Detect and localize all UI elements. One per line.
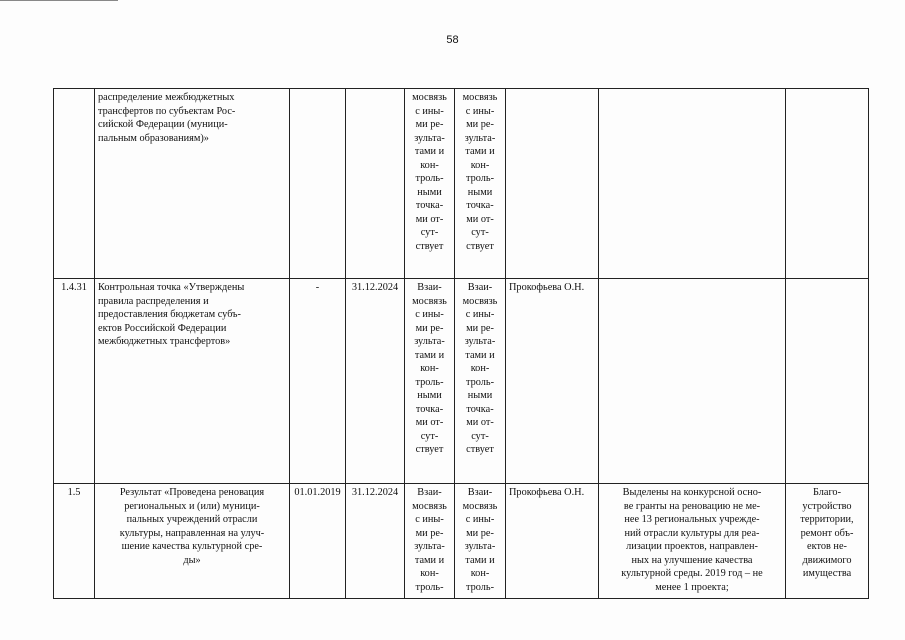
relation-next-line: троль- — [465, 376, 495, 388]
relation-next-line: ми от- — [466, 417, 494, 428]
row-name-line: сийской Федерации (муници- — [98, 119, 228, 130]
relation-next-line: Взаи- — [467, 487, 493, 498]
relation-prev-line: троль- — [415, 376, 444, 388]
result-type-line: ремонт объ- — [800, 527, 854, 539]
relation-prev-line: троль- — [415, 173, 444, 184]
relation-prev-line: Взаи- — [417, 487, 442, 498]
relation-next-line: ными — [467, 390, 493, 401]
result-type-line: имущества — [802, 568, 852, 579]
start-date — [290, 89, 346, 279]
relation-prev-line: кон- — [420, 568, 439, 579]
row-name-line: шение качества культурной сре- — [121, 541, 263, 552]
relation-next-line: зульта- — [464, 541, 496, 552]
result-description-line: лизации проектов, направлен- — [626, 541, 758, 552]
row-name — [95, 279, 290, 484]
result-type-line: устройство — [802, 500, 852, 512]
relation-prev-line: тами и — [414, 554, 445, 566]
result-description-line: нее 13 региональных учрежде- — [624, 514, 760, 525]
page-number: 58 — [446, 34, 459, 46]
row-name-line: трансфертов по субъектам Рос- — [98, 105, 236, 117]
relation-next-line: сут- — [471, 227, 489, 238]
row-name-line: культуры, направленная на улуч- — [119, 527, 265, 539]
top-rule — [0, 0, 118, 1]
relation-prev-line: точка- — [415, 403, 444, 415]
result-type — [786, 279, 869, 484]
table-row — [54, 89, 869, 279]
relation-prev-line: с ины- — [415, 105, 444, 117]
result-description-line: Выделены на конкурсной осно- — [622, 487, 762, 498]
relation-prev-line: ными — [417, 186, 442, 198]
relation-prev-line: кон- — [420, 159, 439, 171]
result-type-line: территории, — [800, 514, 854, 525]
relation-next-line: мосвязь — [462, 500, 498, 512]
row-name-line: региональных и (или) муници- — [124, 500, 260, 512]
row-name-line: распределение межбюджетных — [98, 92, 235, 103]
relation-next-line: зульта- — [464, 132, 496, 144]
relation-next-line: троль- — [465, 581, 495, 593]
relation-next-line: тами и — [465, 349, 495, 361]
result-description-line: ве гранты на реновацию не ме- — [623, 500, 761, 512]
table-row — [54, 279, 869, 484]
row-number — [54, 89, 95, 279]
relation-next-line: мосвязь — [462, 295, 498, 307]
relation-prev-line: сут- — [420, 430, 439, 442]
end-date: 31.12.2024 — [346, 484, 405, 599]
row-name-line: пальным образованиям)» — [98, 132, 209, 144]
result-description-line: ных на улучшение качества — [631, 554, 753, 566]
row-name-line: межбюджетных трансфертов» — [98, 336, 231, 347]
relation-next-line: ми ре- — [466, 119, 494, 130]
relation-next-line: кон- — [470, 363, 490, 374]
relation-prev-line: кон- — [420, 363, 439, 374]
relation-next-line: мосвязь — [462, 92, 498, 103]
result-type-line: движимого — [802, 554, 852, 566]
relation-next — [455, 279, 506, 484]
relation-prev-line: ными — [417, 390, 442, 401]
row-name — [95, 89, 290, 279]
relation-prev-line: тами и — [414, 349, 445, 361]
responsible-person — [506, 89, 599, 279]
relation-next-line: сут- — [471, 430, 489, 442]
relation-prev-line: зульта- — [414, 336, 445, 347]
table-row — [54, 484, 869, 599]
result-type — [786, 89, 869, 279]
relation-next-line: Взаи- — [467, 282, 493, 293]
relation-prev-line: зульта- — [414, 541, 445, 552]
relation-next-line: кон- — [470, 159, 490, 171]
relation-prev-line: с ины- — [415, 309, 444, 320]
result-description-line: менее 1 проекта; — [655, 581, 729, 593]
row-number: 1.5 — [54, 484, 95, 599]
relation-prev-line: мосвязь — [412, 92, 447, 103]
result-description-line: культурной среды. 2019 год – не — [621, 568, 763, 579]
start-date: 01.01.2019 — [290, 484, 346, 599]
relation-next-line: с ины- — [465, 105, 495, 117]
relation-next-line: с ины- — [465, 514, 495, 525]
relation-next-line: ствует — [466, 444, 494, 455]
relation-prev-line: троль- — [415, 581, 444, 593]
relation-prev-line: ми от- — [415, 213, 444, 225]
result-description — [599, 89, 786, 279]
row-name-line: Контрольная точка «Утверждены — [98, 282, 245, 293]
relation-prev-line: ми ре- — [415, 527, 444, 539]
result-type-line: ектов не- — [807, 541, 847, 552]
row-name — [95, 484, 290, 599]
relation-next-line: точка- — [466, 200, 494, 211]
relation-next-line: кон- — [470, 568, 490, 579]
result-description-line: ний отрасли культуры для реа- — [624, 527, 760, 539]
relation-prev-line: мосвязь — [412, 295, 447, 307]
relation-next-line: точка- — [466, 403, 494, 415]
relation-prev-line: ми ре- — [415, 119, 444, 130]
row-number: 1.4.31 — [54, 279, 95, 484]
relation-next — [455, 484, 506, 599]
relation-prev-line: с ины- — [415, 514, 444, 525]
relation-next-line: тами и — [465, 146, 495, 157]
relation-next-line: с ины- — [465, 309, 495, 320]
relation-prev-line: мосвязь — [412, 500, 447, 512]
end-date — [346, 89, 405, 279]
row-name-line: Результат «Проведена реновация — [119, 487, 265, 498]
relation-prev-line: ми от- — [415, 417, 444, 428]
result-description — [599, 484, 786, 599]
relation-prev-line: ми ре- — [415, 322, 444, 334]
start-date: - — [290, 279, 346, 484]
relation-next-line: ми ре- — [466, 322, 494, 334]
row-name-line: пальных учреждений отрасли — [126, 514, 258, 525]
relation-prev-line: ствует — [415, 240, 444, 252]
result-type — [786, 484, 869, 599]
relation-next-line: троль- — [465, 173, 495, 184]
relation-prev-line: зульта- — [414, 132, 445, 144]
relation-prev — [405, 89, 455, 279]
relation-next-line: ми ре- — [466, 527, 494, 539]
relation-prev-line: Взаи- — [417, 282, 442, 293]
relation-next-line: ми от- — [466, 213, 494, 225]
result-type-line: Благо- — [812, 487, 842, 498]
relation-prev-line: тами и — [414, 146, 445, 157]
relation-prev-line: точка- — [415, 200, 444, 211]
row-name-line: предоставления бюджетам субъ- — [98, 309, 241, 320]
responsible-person: Прокофьева О.Н. — [506, 279, 599, 484]
relation-next-line: ствует — [466, 240, 494, 252]
plan-table — [53, 88, 869, 599]
relation-prev — [405, 484, 455, 599]
relation-prev — [405, 279, 455, 484]
row-name-line: правила распределения и — [98, 295, 209, 307]
relation-next — [455, 89, 506, 279]
relation-next-line: тами и — [465, 554, 495, 566]
relation-prev-line: сут- — [420, 227, 439, 238]
end-date: 31.12.2024 — [346, 279, 405, 484]
responsible-person: Прокофьева О.Н. — [506, 484, 599, 599]
relation-next-line: зульта- — [464, 336, 496, 347]
result-description — [599, 279, 786, 484]
row-name-line: ектов Российской Федерации — [98, 322, 227, 334]
row-name-line: ды» — [183, 554, 201, 566]
relation-next-line: ными — [467, 186, 493, 198]
relation-prev-line: ствует — [415, 444, 444, 455]
